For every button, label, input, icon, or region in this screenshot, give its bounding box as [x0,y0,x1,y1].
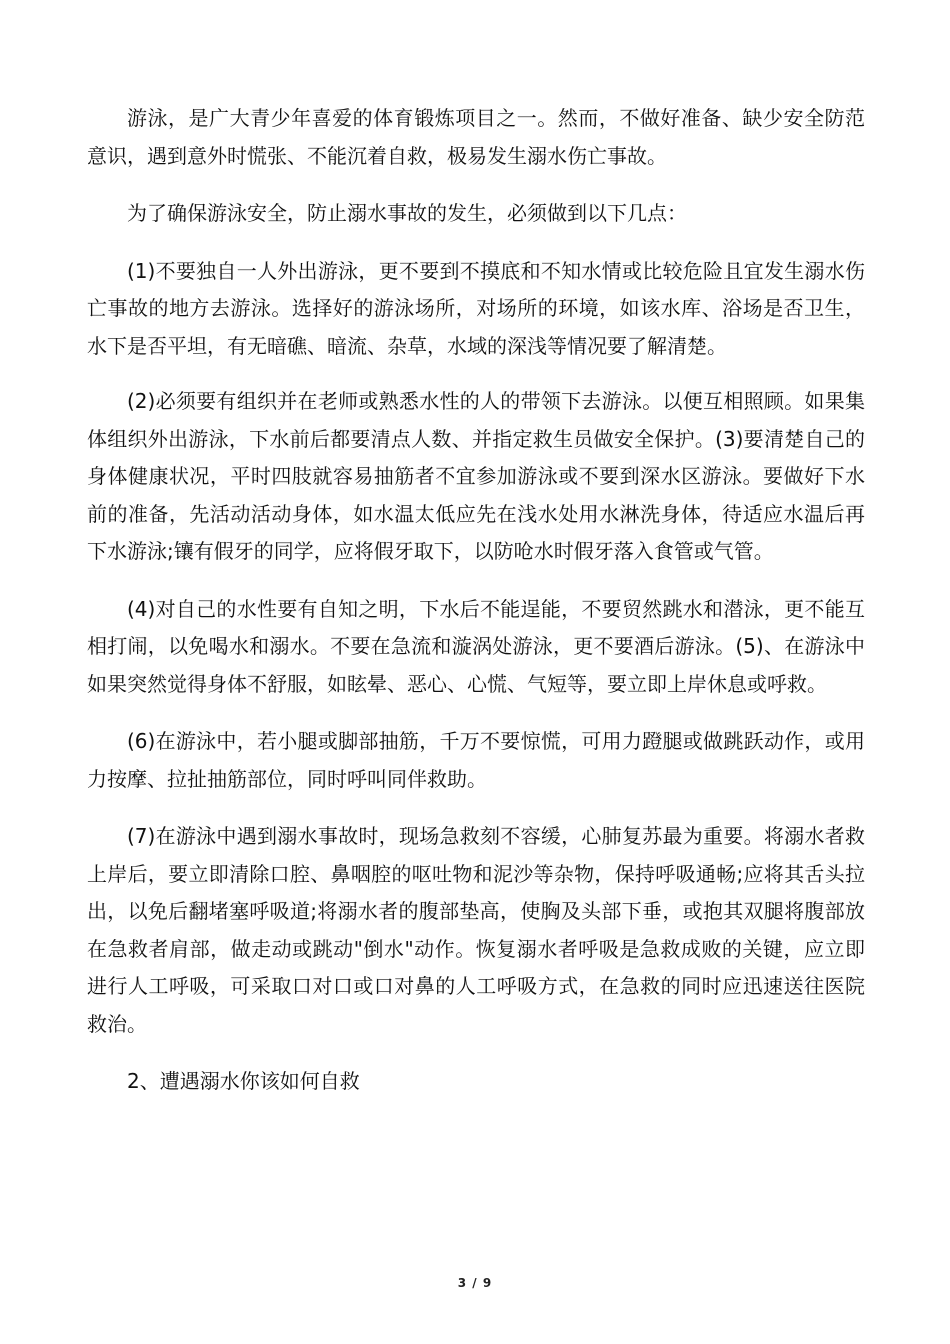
paragraph-rule-7: (7)在游泳中遇到溺水事故时，现场急救刻不容缓，心肺复苏最为重要。将溺水者救上岸后，要立即清除口腔、鼻咽腔的呕吐物和泥沙等杂物，保持呼吸通畅;应将其舌头拉出，以免后翻堵塞呼吸道;将溺水者的腹部垫高，使胸及头部下垂，或抱其双腿将腹部放在急救者肩部，做走动或跳动"倒水"动作。恢复溺水者呼吸是急救成败的关键，应立即进行人工呼吸，可采取口对口或口对鼻的人工呼吸方式，在急救的同时应迅速送往医院救治。 [87,824,865,1036]
paragraph-intro: 游泳，是广大青少年喜爱的体育锻炼项目之一。然而，不做好准备、缺少安全防范意识，遇到意外时慌张、不能沉着自救，极易发生溺水伤亡事故。 [87,106,865,168]
paragraph-rule-1: (1)不要独自一人外出游泳，更不要到不摸底和不知水情或比较危险且宜发生溺水伤亡事故的地方去游泳。选择好的游泳场所，对场所的环境，如该水库、浴场是否卫生，水下是否平坦，有无暗礁、暗流、杂草，水域的深浅等情况要了解清楚。 [87,258,865,358]
paragraph-rule-6: (6)在游泳中，若小腿或脚部抽筋，千万不要惊慌，可用力蹬腿或做跳跃动作，或用力按摩、拉扯抽筋部位，同时呼叫同伴救助。 [87,729,865,791]
paragraph-rule-2-3: (2)必须要有组织并在老师或熟悉水性的人的带领下去游泳。以便互相照顾。如果集体组织外出游泳，下水前后都要清点人数、并指定救生员做安全保护。(3)要清楚自己的身体健康状况，平时四肢就容易抽筋者不宜参加游泳或不要到深水区游泳。要做好下水前的准备，先活动活动身体，如水温太低应先在浅水处用水淋洗身体，待适应水温后再下水游泳;镶有假牙的同学，应将假牙取下，以防呛水时假牙落入食管或气管。 [87,389,865,563]
paragraph-rule-4-5: (4)对自己的水性要有自知之明，下水后不能逞能，不要贸然跳水和潜泳，更不能互相打闹，以免喝水和溺水。不要在急流和漩涡处游泳，更不要酒后游泳。(5)、在游泳中如果突然觉得身体不舒服，如眩晕、恶心、心慌、气短等，要立即上岸休息或呼救。 [87,596,865,696]
paragraph-safety-lead: 为了确保游泳安全，防止溺水事故的发生，必须做到以下几点： [127,201,687,225]
page-number: 3 / 9 [457,1276,493,1290]
document-body [87,100,865,1101]
section-heading: 2、遭遇溺水你该如何自救 [127,1069,360,1093]
